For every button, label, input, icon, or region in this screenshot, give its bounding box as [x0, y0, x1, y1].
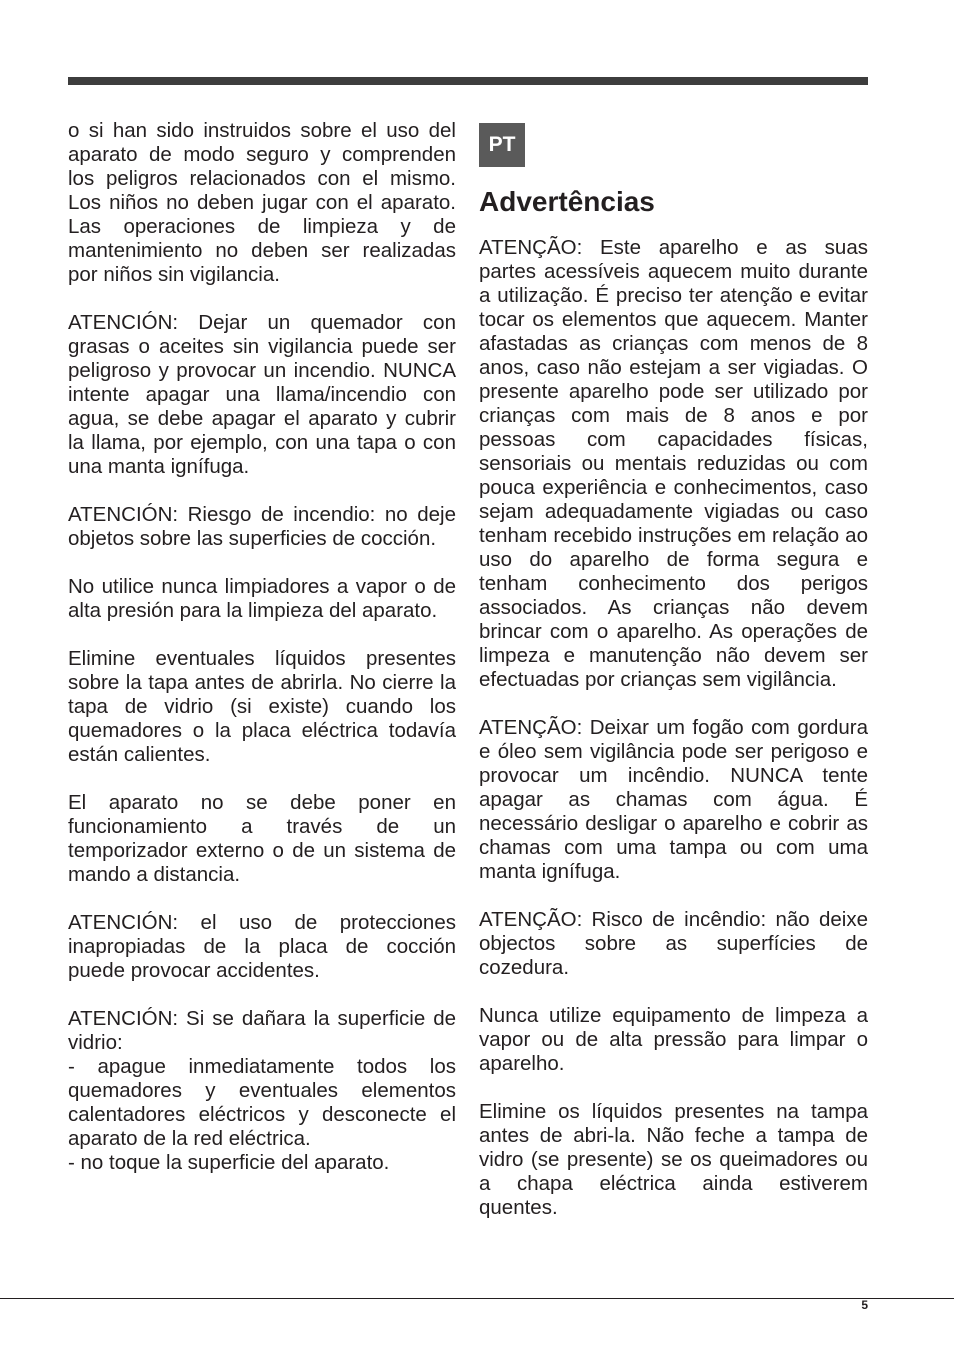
- section-title: Advertências: [479, 186, 655, 217]
- paragraph: ATENCIÓN: Si se dañara la superficie de vidrio: - apague inmediatamente todos los quemadores y eventuales elementos calentadores eléctricos y desconecte el aparato de la red eléctrica. - no toque la superficie del aparato.: [68, 1007, 456, 1174]
- paragraph: Elimine eventuales líquidos presentes sobre la tapa antes de abrirla. No cierre la tapa de vidrio (si existe) cuando los quemadores o la placa eléctrica todavía están calientes.: [68, 647, 456, 766]
- language-badge: PT: [479, 123, 525, 167]
- paragraph: ATENCIÓN: Dejar un quemador con grasas o aceites sin vigilancia puede ser peligroso y provocar un incendio. NUNCA intente apagar una llama/incendio con agua, se debe apagar el aparato y cubrir la llama, por ejemplo, con una tapa o con una manta ignífuga.: [68, 311, 456, 478]
- paragraph: Nunca utilize equipamento de limpeza a vapor ou de alta pressão para limpar o aparelho.: [479, 1004, 868, 1075]
- header-rule: [68, 77, 868, 85]
- paragraph: El aparato no se debe poner en funcionamiento a través de un temporizador externo o de un sistema de mando a distancia.: [68, 791, 456, 886]
- paragraph: No utilice nunca limpiadores a vapor o de alta presión para la limpieza del aparato.: [68, 575, 456, 622]
- footer-rule: [0, 1298, 954, 1299]
- paragraph: ATENCIÓN: Riesgo de incendio: no deje objetos sobre las superficies de cocción.: [68, 503, 456, 550]
- paragraph: ATENÇÃO: Deixar um fogão com gordura e óleo sem vigilância pode ser perigoso e provocar um incêndio. NUNCA tente apagar as chamas com água. É necessário desligar o aparelho e cobrir as chamas com uma tampa ou com uma manta ignífuga.: [479, 716, 868, 883]
- paragraph: Elimine os líquidos presentes na tampa antes de abri-la. Não feche a tampa de vidro (se presente) se os queimadores ou a chapa eléctrica ainda estiverem quentes.: [479, 1100, 868, 1219]
- left-column-spanish: [68, 119, 456, 1199]
- paragraph: o si han sido instruidos sobre el uso del aparato de modo seguro y comprenden los peligros relacionados con el mismo. Los niños no deben jugar con el aparato. Las operaciones de limpieza y de mantenimiento no deben ser realizadas por niños sin vigilancia.: [68, 119, 456, 286]
- paragraph: ATENÇÃO: Este aparelho e as suas partes acessíveis aquecem muito durante a utilização. É preciso ter atenção e evitar tocar os elementos que aquecem. Manter afastadas as crianças com menos de 8 anos, caso não estejam a ser vigiadas. O presente aparelho pode ser utilizado por crianças com mais de 8 anos e por pessoas com capacidades físicas, sensoriais ou mentais reduzidas ou com pouca experiência e conhecimentos, caso sejam adequadamente vigiadas ou caso tenham recebido instruções em relação ao uso do aparelho de forma segura e tenham conhecimento dos perigos associados. As crianças não devem brincar com o aparelho. As operações de limpeza e manutenção não devem ser efectuadas por crianças sem vigilância.: [479, 236, 868, 691]
- paragraph: ATENCIÓN: el uso de protecciones inapropiadas de la placa de cocción puede provocar accidentes.: [68, 911, 456, 982]
- paragraph: ATENÇÃO: Risco de incêndio: não deixe objectos sobre as superfícies de cozedura.: [479, 908, 868, 979]
- right-column-portuguese: [479, 236, 868, 1244]
- page-number: 5: [861, 1298, 868, 1312]
